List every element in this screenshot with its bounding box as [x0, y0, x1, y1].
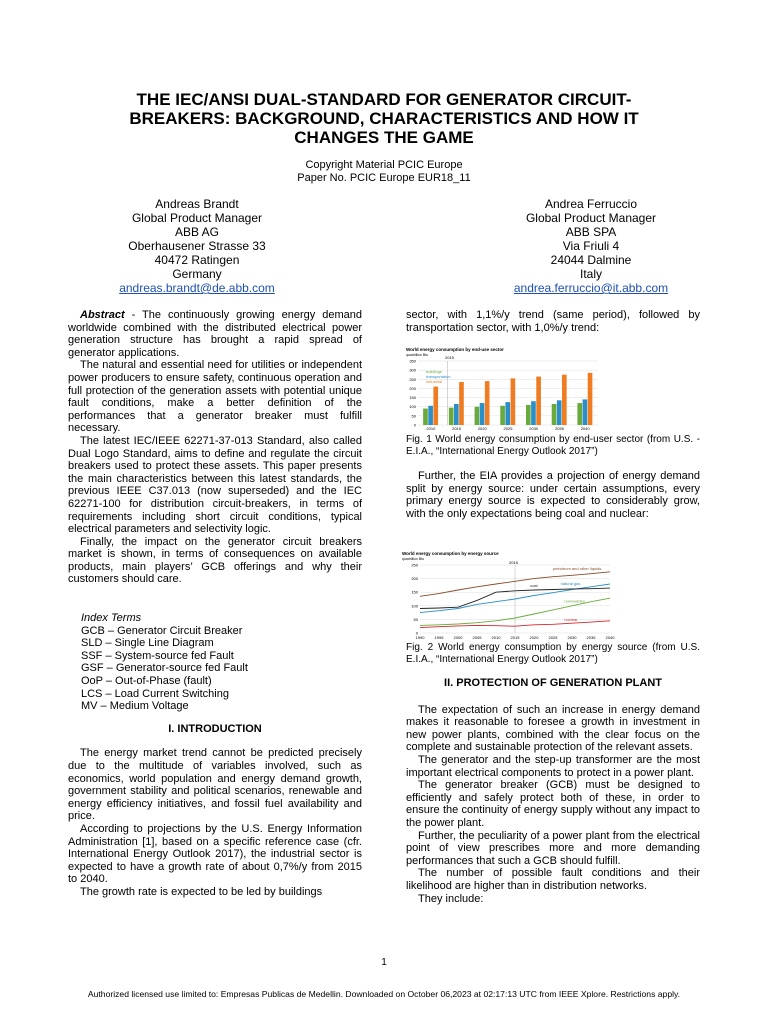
bar [562, 375, 567, 425]
fig1-caption: Fig. 1 World energy consumption by end-user sector (from U.S. - E.I.A., “International Energy Outlook 2017”) [406, 434, 700, 457]
bar [588, 373, 593, 425]
legend-entry: buildings [426, 369, 442, 374]
annotation-label: 2015 [445, 355, 454, 360]
right-column-top [406, 309, 700, 334]
y-tick-label: 300 [409, 367, 416, 373]
bar [454, 404, 459, 425]
index-terms-list [68, 625, 362, 713]
s2-paragraph-6: They include: [418, 892, 484, 905]
author-role: Global Product Manager [525, 211, 657, 225]
series-label: coal [530, 583, 538, 589]
x-tick-label: 2015 [510, 635, 520, 640]
bar [475, 407, 480, 425]
author-country: Germany [172, 267, 222, 281]
left-column [68, 309, 362, 899]
x-tick-label: 2035 [554, 426, 564, 431]
x-tick-label: 2020 [477, 426, 487, 431]
author-block-2 [476, 197, 706, 295]
y-tick-label: 250 [411, 562, 418, 568]
author-block-1 [82, 197, 312, 295]
author-street: Via Friuli 4 [562, 239, 620, 253]
x-tick-label: 1990 [415, 635, 425, 640]
y-tick-label: 200 [411, 576, 418, 582]
bar [505, 402, 510, 425]
author-company: ABB SPA [565, 225, 617, 239]
bar [577, 403, 582, 425]
y-tick-label: 200 [409, 385, 416, 391]
intro-paragraph-1: The energy market trend cannot be predicted precisely due to the multitude of variables involved, such as economics, world population and energy demand growth, government stability and political scenarios, renewable and energy efficiency initiatives, and fossil fuel availability and price. [68, 747, 362, 823]
bar [485, 381, 490, 425]
index-term-item: GSF – Generator-source fed Fault [81, 662, 248, 675]
author-role: Global Product Manager [131, 211, 263, 225]
y-tick-label: 50 [411, 413, 416, 419]
bar [531, 401, 536, 425]
author-email-link[interactable]: andrea.ferruccio@it.abb.com [513, 281, 669, 295]
bar [552, 404, 557, 425]
y-tick-label: 0 [415, 630, 418, 636]
y-tick-label: 100 [411, 603, 418, 609]
y-tick-label: 0 [413, 422, 416, 428]
y-tick-label: 350 [409, 358, 416, 364]
x-tick-label: 2015 [452, 426, 462, 431]
bar [557, 400, 562, 425]
bar [583, 399, 588, 425]
index-term-item: LCS – Load Current Switching [81, 687, 229, 700]
intro-paragraph-3: The growth rate is expected to be led by buildings [80, 885, 323, 898]
section-heading-introduction: I. INTRODUCTION [168, 722, 262, 735]
bar [536, 377, 541, 425]
bar [526, 405, 531, 425]
bar [433, 387, 438, 425]
bar [459, 382, 464, 425]
author-company: ABB AG [174, 225, 220, 239]
x-tick-label: 2030 [567, 635, 577, 640]
series-label: petroleum and other liquids [553, 565, 602, 571]
s2-paragraph-5: The number of possible fault conditions and their likelihood are higher than in distribution networks. [406, 867, 700, 892]
abstract-paragraph: Abstract - The continuously growing energy demand worldwide combined with the distributed electrical power generation structure has brought a rapid spread of generator applications. [68, 309, 362, 359]
bar [511, 378, 516, 425]
y-tick-label: 50 [413, 616, 418, 622]
copyright-line: Copyright Material PCIC Europe [305, 159, 463, 171]
author-name: Andreas Brandt [155, 197, 239, 211]
y-tick-label: 100 [409, 404, 416, 410]
legend-entry: transportation [426, 374, 451, 379]
abstract-paragraph-3: The latest IEC/IEEE 62271-37-013 Standard, also called Dual Logo Standard, aims to define and regulate the circuit breakers used to protect these assets. This paper presents the main characteristics between this latest standards, the previous IEEE C37.013 (now superseded) and the IEC 62271-100 for distribution circuit-breakers, in terms of requirements including short circuit conditions, typical electrical parameters and selectivity logic. [68, 434, 362, 536]
series-label: renewables [564, 598, 585, 604]
x-tick-label: 2010 [491, 635, 501, 640]
x-tick-label: 2020 [529, 635, 539, 640]
right-column-section2 [406, 677, 700, 905]
author-city: 40472 Ratingen [154, 253, 240, 267]
chart-subtitle: quadrillion Btu [402, 557, 425, 561]
page-number: 1 [381, 957, 387, 968]
paper-number: Paper No. PCIC Europe EUR18_11 [297, 172, 471, 184]
s2-paragraph-1: The expectation of such an increase in energy demand makes it reasonable to foresee a growth in investment in new power plants, combined with the clear focus on the complete and sustainable protection of the relevant assets. [406, 703, 700, 754]
bar [480, 403, 485, 425]
intro-paragraph-2: According to projections by the U.S. Energy Information Administration [1], based on a specific reference case (cfr. International Energy Outlook 2017), the industrial sector is expected to have a growth rate of about 0,7%/y from 2015 to 2040. [68, 822, 362, 886]
chart-title: World energy consumption by energy source [402, 551, 499, 556]
x-tick-label: 1995 [434, 635, 444, 640]
annotation-label: 2015 [509, 560, 518, 565]
series-label: natural gas [560, 581, 581, 587]
fig2-line-chart [398, 549, 618, 641]
fig2-caption: Fig. 2 World energy consumption by energy source (from U.S. E.I.A., “International Energy Outlook 2017”) [406, 642, 700, 665]
bar [428, 406, 433, 425]
paragraph-eia: Further, the EIA provides a projection of energy demand split by energy source: under certain assumptions, every primary energy source is expected to considerably grow, with the only expectations being coal and nuclear: [406, 470, 700, 520]
section-heading-protection: II. PROTECTION OF GENERATION PLANT [444, 677, 662, 689]
legend-entry: industrial [426, 379, 443, 384]
x-tick-label: 2040 [580, 426, 590, 431]
paper-title: THE IEC/ANSI DUAL-STANDARD FOR GENERATOR CIRCUIT-BREAKERS: BACKGROUND, CHARACTERISTICS AND HOW IT CHANGES THE GAME [129, 90, 639, 147]
x-tick-label: 2030 [529, 426, 539, 431]
chart-subtitle: quadrillion Btu [406, 353, 429, 357]
index-term-item: SLD – Single Line Diagram [81, 637, 214, 650]
index-term-item: MV – Medium Voltage [81, 700, 189, 713]
x-tick-label: 2000 [453, 635, 463, 640]
x-tick-label: 2025 [503, 426, 513, 431]
paragraph-sector: sector, with 1,1%/y trend (same period), followed by transportation sector, with 1,0%/y trend: [406, 309, 700, 334]
index-term-item: SSF – System-source fed Fault [81, 649, 234, 662]
y-tick-label: 250 [409, 376, 416, 382]
chart-title: World energy consumption by end-use sector [406, 347, 504, 352]
author-country: Italy [579, 267, 602, 281]
author-email-link[interactable]: andreas.brandt@de.abb.com [119, 281, 275, 295]
bar [500, 406, 505, 425]
abstract-paragraph-2: The natural and essential need for utilities or independent power producers to ensure safety, continuous operation and full protection of the generation assets with potential unique fault conditions, make a better definition of the performances that a generator breaker must fulfill necessary. [68, 359, 362, 435]
index-terms-label: Index Terms [81, 612, 142, 625]
x-tick-label: 2010 [426, 426, 436, 431]
x-tick-label: 2035 [586, 635, 596, 640]
x-tick-label: 2025 [548, 635, 558, 640]
download-footer: Authorized licensed use limited to: Empresas Publicas de Medellin. Downloaded on October 06,2023 at 02:17:13 UTC from IEEE Xplore. Restrictions apply. [87, 989, 681, 999]
author-street: Oberhausener Strasse 33 [128, 239, 266, 253]
author-name: Andrea Ferruccio [544, 197, 638, 211]
s2-paragraph-3: The generator breaker (GCB) must be designed to efficiently and safely protect both of these, in order to ensure the continuity of energy supply without any impact to the power plant. [406, 779, 700, 829]
author-city: 24044 Dalmine [550, 253, 632, 267]
index-term-item: OoP – Out-of-Phase (fault) [81, 675, 212, 688]
index-term-item: GCB – Generator Circuit Breaker [81, 624, 243, 637]
x-tick-label: 2005 [472, 635, 482, 640]
y-tick-label: 150 [411, 589, 418, 595]
s2-paragraph-4: Further, the peculiarity of a power plant from the electrical point of view prescribes more and more demanding performances that such a GCB should fulfill. [406, 829, 700, 867]
fig1-bar-chart [402, 345, 602, 431]
x-tick-label: 2040 [605, 635, 615, 640]
s2-paragraph-2: The generator and the step-up transformer are the most important electrical components to protect in a power plant. [406, 753, 700, 779]
y-tick-label: 150 [409, 395, 416, 401]
abstract-label: Abstract [80, 309, 125, 321]
series-label: nuclear [564, 617, 578, 623]
bar [423, 409, 428, 425]
abstract-paragraph-4: Finally, the impact on the generator circuit breakers market is shown, in terms of consequences on available products, main players’ GCB offerings and why their customers should care. [68, 535, 362, 586]
bar [449, 408, 454, 425]
